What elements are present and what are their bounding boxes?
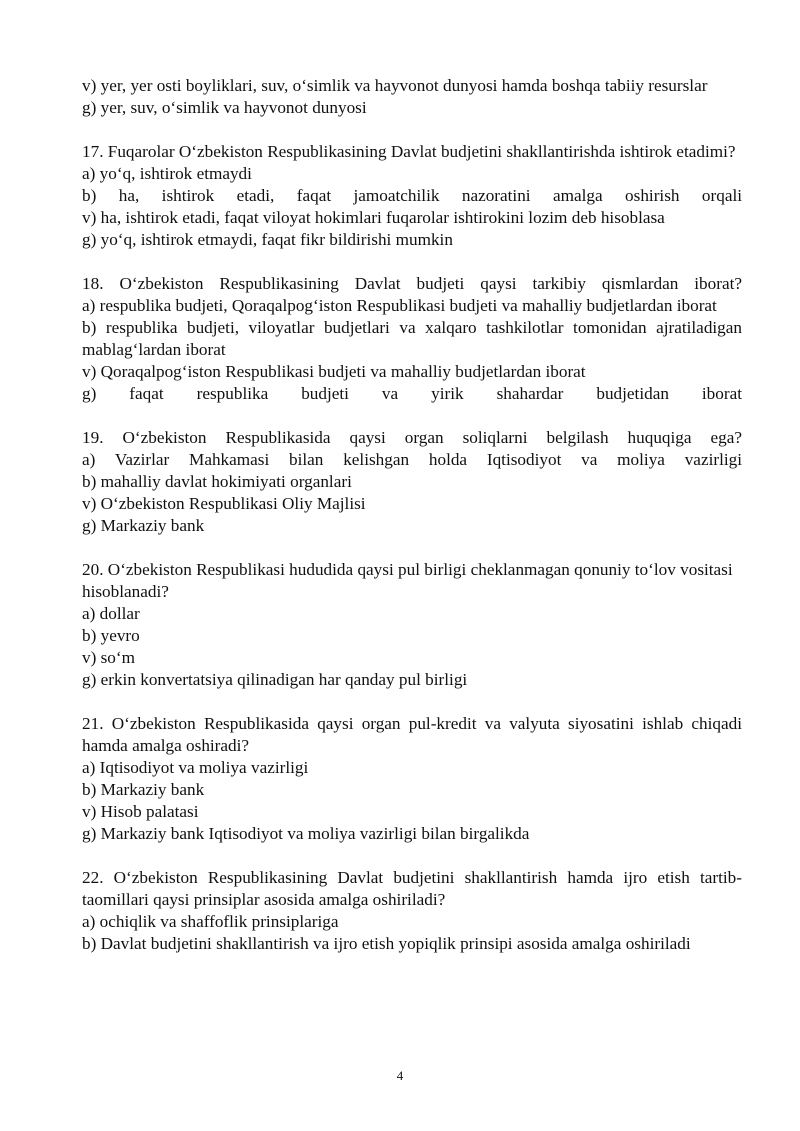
question-text: 21. O‘zbekiston Respublikasida qaysi organ pul-kredit va valyuta siyosatini ishlab chiqadi hamda amalga oshiradi? <box>82 714 742 755</box>
page-content <box>82 75 742 955</box>
option-v: v) yer, yer osti boyliklari, suv, o‘simlik va hayvonot dunyosi hamda boshqa tabiiy resurslar <box>82 76 708 95</box>
option-a: a) dollar <box>82 604 140 623</box>
question-text: 18. O‘zbekiston Respublikasining Davlat budjeti qaysi tarkibiy qismlardan iborat? <box>82 274 742 293</box>
question-text: 20. O‘zbekiston Respublikasi hududida qaysi pul birligi cheklanmagan qonuniy to‘lov vositasi hisoblanadi? <box>82 560 733 601</box>
question-19 <box>82 427 742 537</box>
option-v: v) so‘m <box>82 648 135 667</box>
option-a: a) ochiqlik va shaffoflik prinsiplariga <box>82 912 339 931</box>
question-17 <box>82 141 742 251</box>
option-a: a) respublika budjeti, Qoraqalpog‘iston Respublikasi budjeti va mahalliy budjetlardan iborat <box>82 296 717 315</box>
option-g: g) Markaziy bank Iqtisodiyot va moliya vazirligi bilan birgalikda <box>82 824 530 843</box>
option-b: b) Davlat budjetini shakllantirish va ijro etish yopiqlik prinsipi asosida amalga oshiriladi <box>82 934 691 953</box>
question-text: 22. O‘zbekiston Respublikasining Davlat budjetini shakllantirish hamda ijro etish tartib-taomillari qaysi prinsiplar asosida amalga oshiriladi? <box>82 868 742 909</box>
option-b: b) yevro <box>82 626 140 645</box>
question-text: 17. Fuqarolar O‘zbekiston Respublikasining Davlat budjetini shakllantirishda ishtirok etadimi? <box>82 142 736 161</box>
option-v: v) O‘zbekiston Respublikasi Oliy Majlisi <box>82 494 366 513</box>
option-b: b) Markaziy bank <box>82 780 205 799</box>
page-number: 4 <box>396 1068 404 1083</box>
option-g: g) faqat respublika budjeti va yirik shahardar budjetidan iborat <box>82 384 742 403</box>
option-g: g) Markaziy bank <box>82 516 205 535</box>
option-v: v) ha, ishtirok etadi, faqat viloyat hokimlari fuqarolar ishtirokini lozim deb hisoblasa <box>82 208 665 227</box>
question-16-continuation <box>82 75 742 119</box>
option-a: a) Iqtisodiyot va moliya vazirligi <box>82 758 309 777</box>
question-18 <box>82 273 742 405</box>
option-v: v) Hisob palatasi <box>82 802 199 821</box>
option-b: b) respublika budjeti, viloyatlar budjetlari va xalqaro tashkilotlar tomonidan ajratiladigan mablag‘lardan iborat <box>82 318 742 359</box>
option-g: g) yo‘q, ishtirok etmaydi, faqat fikr bildirishi mumkin <box>82 230 453 249</box>
option-g: g) erkin konvertatsiya qilinadigan har qanday pul birligi <box>82 670 468 689</box>
question-22 <box>82 867 742 955</box>
question-20 <box>82 559 742 691</box>
option-v: v) Qoraqalpog‘iston Respublikasi budjeti va mahalliy budjetlardan iborat <box>82 362 586 381</box>
option-b: b) mahalliy davlat hokimiyati organlari <box>82 472 352 491</box>
option-a: a) yo‘q, ishtirok etmaydi <box>82 164 252 183</box>
question-21 <box>82 713 742 845</box>
option-b: b) ha, ishtirok etadi, faqat jamoatchilik nazoratini amalga oshirish orqali <box>82 186 742 205</box>
option-g: g) yer, suv, o‘simlik va hayvonot dunyosi <box>82 98 367 117</box>
question-text: 19. O‘zbekiston Respublikasida qaysi organ soliqlarni belgilash huquqiga ega? <box>82 428 742 447</box>
option-a: a) Vazirlar Mahkamasi bilan kelishgan holda Iqtisodiyot va moliya vazirligi <box>82 450 742 469</box>
